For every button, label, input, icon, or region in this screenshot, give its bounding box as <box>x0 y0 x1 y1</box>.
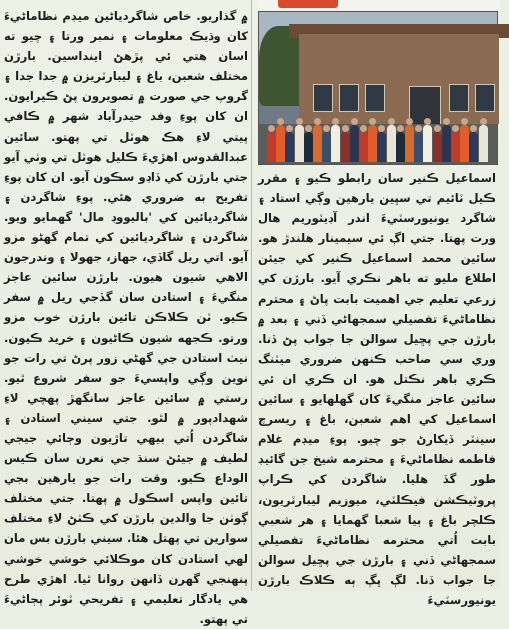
person-head <box>296 118 303 125</box>
person-figure <box>405 125 414 162</box>
person-figure <box>433 132 442 162</box>
person-head <box>305 125 312 132</box>
person-head <box>480 118 487 125</box>
group-photo <box>258 11 498 165</box>
person-head <box>351 118 358 125</box>
header-accent-mark <box>278 0 338 8</box>
person-head <box>388 118 395 125</box>
person-head <box>314 118 321 125</box>
person-head <box>434 125 441 132</box>
person-figure <box>442 125 451 162</box>
person-figure <box>359 132 368 162</box>
person-figure <box>331 125 340 162</box>
person-figure <box>368 125 377 162</box>
article-text-right: اسماعيل ڪنير سان رابطو ڪيو ۽ مقرر ڪيل ٽائيم تي سڀين يارهين وڳي استاد ۽ شاگرد يونيورسٽيءَ اندر آڊيٽوريم هال ورت پهتا. جتي اڳ ئي سيمينار هلندڙ هو. سائين محمد اسماعيل ڪنير کي جيئن اطلاع مليو ته باهر نڪري آيو. بارڙن کي زرعي تعليم جي اهميت بابت پاڻ ۽ محترم نظاماڻيءَ تفصيلي سمجهاڻي ڏني ۽ بعد ۾ بارڙن جي پڇيل سوالن جا جواب پڻ ڏنا. وري سي صاحب ڪنهن ضروري ميٽنگ ڪري باهر نڪتل هو. ان ڪري ان ئي سائين عاجز منگيءَ کان گهلهايو ۽ سائين اسماعيل کي اهم شعبن، باغ ۽ ريسرچ سينٽر ڏيکارڻ جو چيو. پوءِ ميڊم غلام فاطمه نظاماڻيءَ ۽ محترمه شيخ جن گائيڊ طور گڏ هليا. شاگردن کي ڪراپ پروٽيڪشن فيڪلٽي، ميوزيم ليبارٽريون، ڪلچر باغ ۽ ٻيا شعبا گهمايا ۽ هر شعبي بابت اُتي محترمه نظاماڻيءَ تفصيلي سمجهاڻي ڏني ۽ بارڙن جي پڇيل سوالن جا جواب ڏنا. لڳ ڀڳ ٻه ڪلاڪ بارڙن يونيورسٽيءَ <box>258 171 496 607</box>
person-figure <box>396 132 405 162</box>
person-figure <box>469 132 478 162</box>
person-head <box>323 125 330 132</box>
person-figure <box>387 125 396 162</box>
person-figure <box>460 125 469 162</box>
person-figure <box>350 125 359 162</box>
person-head <box>415 125 422 132</box>
person-figure <box>322 132 331 162</box>
article-column-right <box>258 168 496 607</box>
person-head <box>452 125 459 132</box>
person-figure <box>285 132 294 162</box>
person-figure <box>304 132 313 162</box>
person-head <box>360 125 367 132</box>
person-head <box>342 125 349 132</box>
person-head <box>461 118 468 125</box>
person-figure <box>423 125 432 162</box>
person-head <box>369 118 376 125</box>
article-text-left: ۾ گذاريو. خاص شاگردياڻين ميڊم نظاماڻيءَ کان وڌيڪ معلومات ۽ نمبر ورتا ۽ چيو ته اسان هتي ئي پڙهڻ اينداسين. بارڙن مختلف شعبن، باغ ۽ ليبارٽريزن ۾ جدا جدا ۽ گروپ جي صورت ۾ تصويرون پڻ ڪيرايون. ان کان پوءِ وفد حيدرآباد شهر ۾ ڪافي پيتي لاءِ هڪ هوٽل تي پهتو. سائين عبدالقدوس اهڙيءَ ڪليل هوٽل تي وٺي آيو جتي بارڙن کي ڏاڍو سڪون آيو. ان کان پوءِ تفريح به ضروري هئي. پوءِ شاگردن ۽ شاگرديائين کي 'باليووڊ مال' گهمايو ويو. شاگردن ۽ شاگرديائين کي تمام گهڻو مزو آيو. اتي ريل گاڏي، جهاز، جهولا ۽ وندرجون الاهي شيون هيون. بارڙن سائين عاجز منگيءَ ۽ استادن سان گڏجي ريل ۾ سفر ڪيو. ٽن ڪلاڪن تائين بارڙن خوب مزو ورتو. ڪجهه شيون ڪاڻيون ۽ خريد ڪيون. نيٺ استادن جي گهڻي زور پرڻ تي رات جو نوين وڳي واپسيءَ جو سفر شروع ٿيو. رستي ۾ سائين عاجز سانگهڙ پهچي لاءِ شهدادپور ۾ لٿو. جتي سيني استادن ۽ شاگردن اُتي بيهي تاڙيون وڄائي جيجي لطيف ۾ جيئڻ سنڌ جي نعرن سان ڪيس الوداع ڪيو. وقت رات جو يارهين بجي تائين واپس اسڪول ۾ پهتا. جتي مختلف ڳوٺن جا والدين بارڙن کي ڪٺڻ لاءِ مختلف سوارين تي پهتل هئا. سيني بارڙن بس مان لهي استادن کان موڪلائي خوشي خوشي پنهنجي گهرن ڏانهن روانا ٿيا. اهڙي طرح هي يادگار تعليمي ۽ تفريحي ٽوئر پڄاڻيءَ تي پهتو. <box>4 9 248 626</box>
person-head <box>424 118 431 125</box>
person-head <box>470 125 477 132</box>
person-head <box>406 118 413 125</box>
person-figure <box>414 132 423 162</box>
person-figure <box>295 125 304 162</box>
column-divider <box>251 0 252 591</box>
person-figure <box>267 132 276 162</box>
article-column-left <box>4 6 248 626</box>
person-head <box>397 125 404 132</box>
person-figure <box>451 132 460 162</box>
person-head <box>332 118 339 125</box>
person-figure <box>313 125 322 162</box>
person-figure <box>276 125 285 162</box>
person-figure <box>377 132 386 162</box>
person-head <box>443 118 450 125</box>
person-head <box>277 118 284 125</box>
person-head <box>268 125 275 132</box>
person-head <box>378 125 385 132</box>
person-head <box>286 125 293 132</box>
person-figure <box>341 132 350 162</box>
person-figure <box>479 125 488 162</box>
